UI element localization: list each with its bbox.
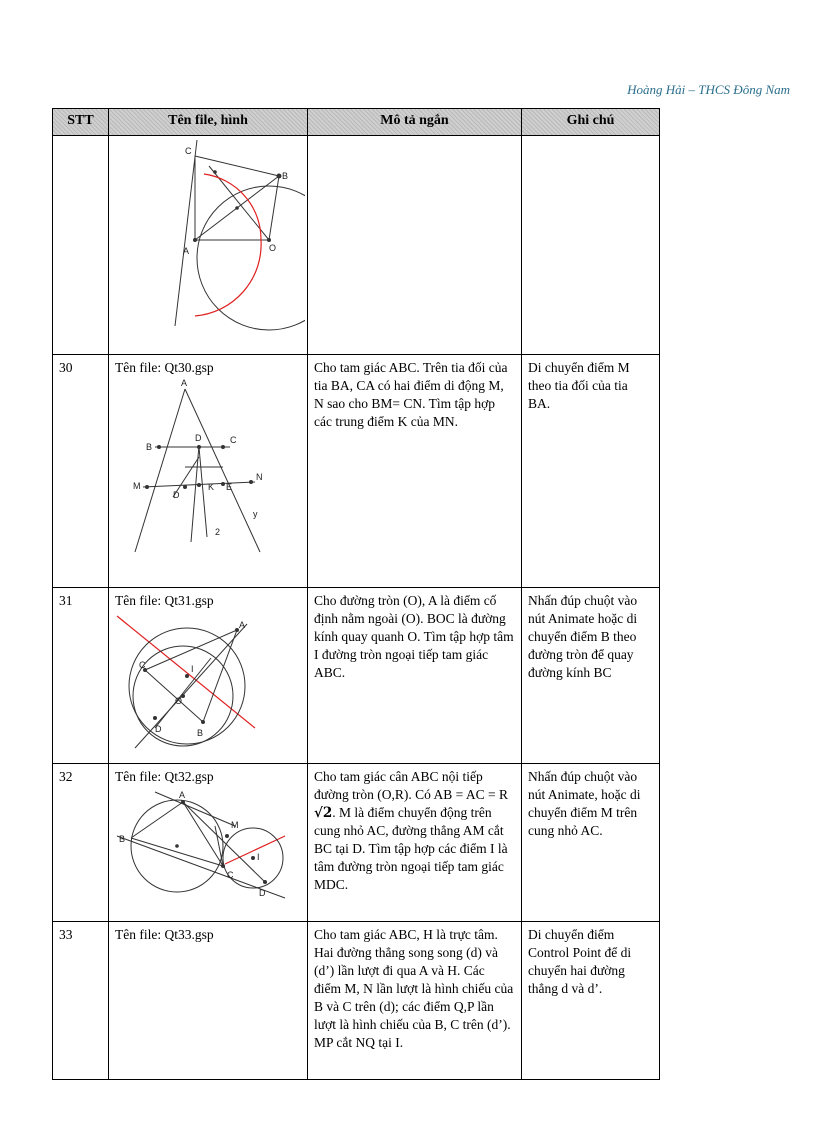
figure-31 (115, 610, 301, 752)
fig29-label: C (185, 146, 192, 156)
locus-table (52, 108, 660, 1080)
fig30-label: M (133, 481, 141, 491)
cell-file (109, 922, 308, 1080)
fig29-label: A (183, 246, 190, 256)
fig31-label: O (175, 696, 183, 706)
fig30-label: E (226, 482, 233, 492)
fig29-label: B (282, 171, 289, 181)
file-name: Tên file: Qt30.gsp (115, 360, 214, 375)
fig32-label: A (179, 790, 186, 800)
table-row (53, 922, 660, 1080)
cell-note: Nhấn đúp chuột vào nút Animate, hoặc di chuyển điểm M trên cung nhỏ AC. (522, 764, 660, 922)
column-header-file: Tên file, hình (109, 109, 308, 136)
desc-text: Cho tam giác cân ABC nội tiếp đường tròn (O,R). Có AB = AC = R (314, 769, 508, 802)
table-row (53, 588, 660, 764)
column-header-description: Mô tả ngắn (308, 109, 522, 136)
file-name: Tên file: Qt32.gsp (115, 769, 214, 784)
cell-stt: 30 (53, 355, 109, 588)
fig32-label: D (259, 888, 266, 898)
table-row (53, 764, 660, 922)
fig30-label: K (208, 482, 215, 492)
fig29-label: O (269, 243, 277, 253)
column-header-note: Ghi chú (522, 109, 660, 136)
page-header-author: Hoàng Hải – THCS Đông Nam (627, 82, 790, 97)
cell-note: Di chuyển điểm M theo tia đối của tia BA. (522, 355, 660, 588)
fig30-label: N (256, 472, 263, 482)
cell-file (109, 764, 308, 922)
column-header-stt: STT (53, 109, 109, 136)
figure-29 (109, 136, 305, 352)
cell-stt: 31 (53, 588, 109, 764)
fig31-label: B (197, 728, 204, 738)
fig30-label: A (181, 378, 188, 388)
desc-text: . M là điểm chuyển động trên cung nhỏ AC, đường thẳng AM cắt BC tại D. Tìm tập hợp các điểm I là tâm đường tròn ngoại tiếp tam giác MDC. (314, 805, 508, 892)
cell-description: Cho tam giác ABC, H là trực tâm. Hai đường thẳng song song (d) và (d’) lần lượt đi qua A và H. Các điểm M, N lần lượt là hình chiếu của B và C trên (d); các điểm Q,P lần lượt là hình chiếu của B, C trên (d’). MP cắt NQ tại I. (308, 922, 522, 1080)
fig30-label: C (230, 435, 237, 445)
fig31-label: I (191, 664, 194, 674)
cell-note: Di chuyển điểm Control Point để di chuyển hai đường thẳng d và d’. (522, 922, 660, 1080)
figure-30 (115, 377, 301, 562)
file-name: Tên file: Qt31.gsp (115, 593, 214, 608)
cell-description: Cho tam giác ABC. Trên tia đối của tia BA, CA có hai điểm di động M, N sao cho BM= CN. Tìm tập hợp các trung điểm K của MN. (308, 355, 522, 588)
fig30-label: B (146, 442, 153, 452)
cell-file (109, 588, 308, 764)
fig32-label: B (119, 834, 126, 844)
fig32-label: M (231, 820, 239, 830)
fig31-label: C (139, 660, 146, 670)
cell-description (308, 136, 522, 355)
fig30-label: y (253, 509, 258, 519)
table-row (53, 355, 660, 588)
fig30-label: D (173, 490, 180, 500)
fig30-label: 2 (215, 527, 221, 537)
cell-note (522, 136, 660, 355)
cell-file (109, 355, 308, 588)
fig32-label: I (257, 852, 260, 862)
fig31-label: D (155, 724, 162, 734)
fig31-label: A (239, 620, 246, 630)
cell-description (308, 764, 522, 922)
cell-description: Cho đường tròn (O), A là điểm cố định nằm ngoài (O). BOC là đường kính quay quanh O. Tìm tập hợp tâm I đường tròn ngoại tiếp tam giác ABC. (308, 588, 522, 764)
cell-note: Nhấn đúp chuột vào nút Animate hoặc di chuyển điểm B theo đường tròn để quay đường kính BC (522, 588, 660, 764)
figure-32 (115, 786, 301, 914)
fig30-label: D (195, 433, 202, 443)
cell-stt: 32 (53, 764, 109, 922)
cell-file (109, 136, 308, 355)
table-header-row (53, 109, 660, 136)
cell-stt: 33 (53, 922, 109, 1080)
cell-stt (53, 136, 109, 355)
file-name: Tên file: Qt33.gsp (115, 927, 214, 942)
fig32-label: C (227, 870, 234, 880)
sqrt-two: √2 (314, 805, 333, 821)
table-row (53, 136, 660, 355)
